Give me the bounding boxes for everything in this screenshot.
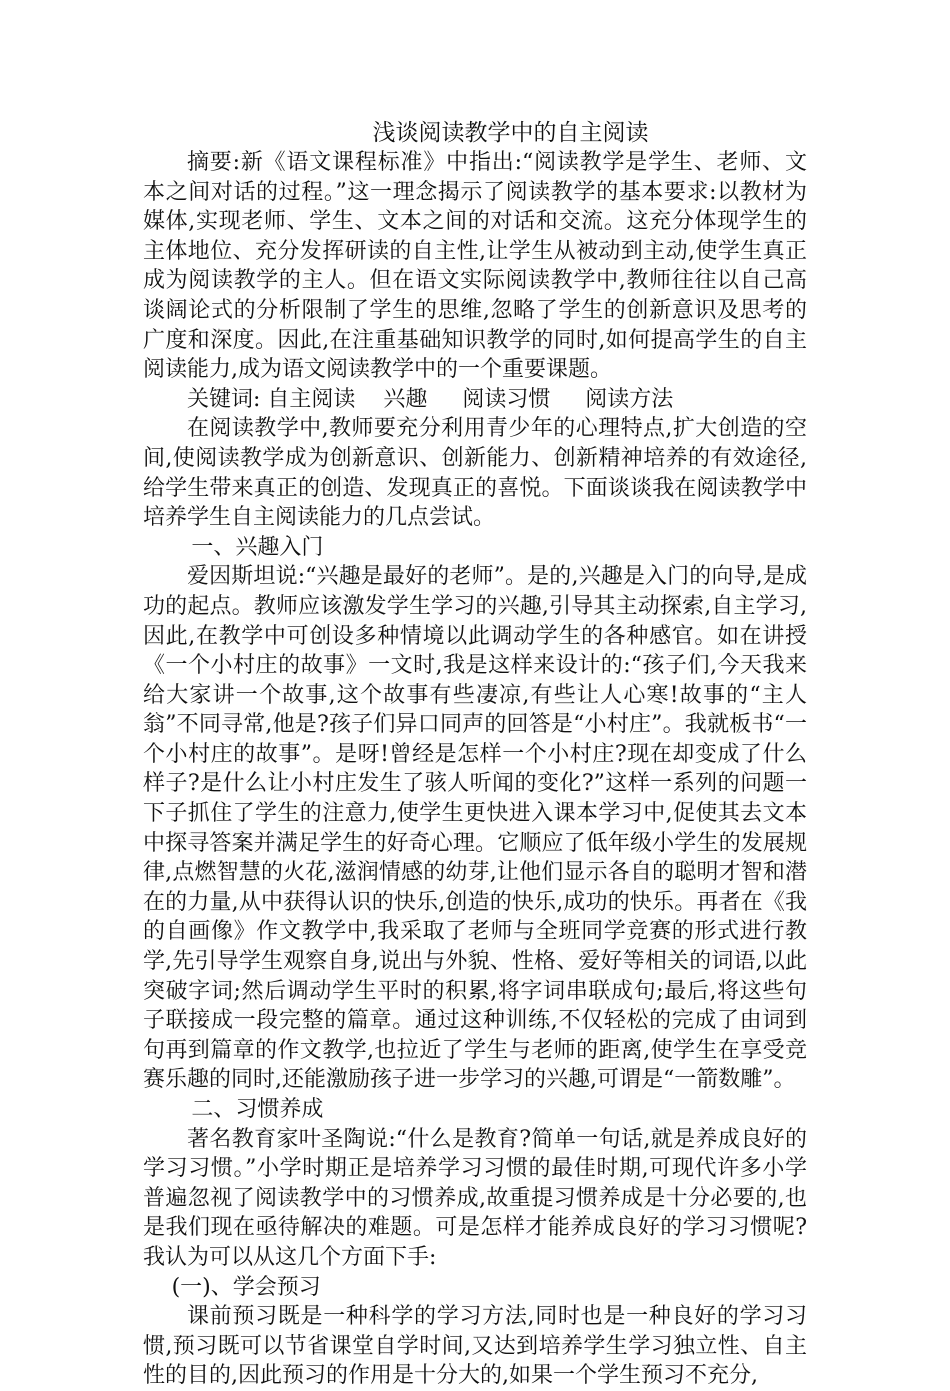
subsection-1-paragraph: 课前预习既是一种科学的学习方法,同时也是一种良好的学习习惯,预习既可以节省课堂自学时间,又达到培养学生学习独立性、自主性的目的,因此预习的作用是十分大的,如果一个学生预习不充分, [143,1304,807,1389]
subsection-1-heading: (一)、学会预习 [171,1274,321,1300]
section-2-heading: 二、习惯养成 [191,1097,324,1122]
section-1-paragraph: 爱因斯坦说:“兴趣是最好的老师”。是的,兴趣是入门的向导,是成功的起点。教师应该激发学生学习的兴趣,引导其主动探索,自主学习,因此,在教学中可创设多种情境以此调动学生的各种感官。如在讲授《一个小村庄的故事》一文时,我是这样来设计的:“孩子们,今天我来给大家讲一个故事,这个故事有些凄凉,有些让人心寒!故事的“主人翁”不同寻常,他是?孩子们异口同声的回答是“小村庄”。我就板书“一个小村庄的故事”。是呀!曾经是怎样一个小村庄?现在却变成了什么样子?是什么让小村庄发生了骇人听闻的变化?”这样一系列的问题一下子抓住了学生的注意力,使学生更快进入课本学习中,促使其去文本中探寻答案并满足学生的好奇心理。它顺应了低年级小学生的发展规律,点燃智慧的火花,滋润情感的幼芽,让他们显示各自的聪明才智和潜在的力量,从中获得认识的快乐,创造的快乐,成功的快乐。再者在《我的自画像》作文教学中,我采取了老师与全班同学竞赛的形式进行教学,先引导学生观察自身,说出与外貌、性格、爱好等相关的词语,以此突破字词;然后调动学生平时的积累,将字词串联成句;最后,将这些句子联接成一段完整的篇章。通过这种训练,不仅轻松的完成了由词到句再到篇章的作文教学,也拉近了学生与老师的距离,使学生在享受竞赛乐趣的同时,还能激励孩子进一步学习的兴趣,可谓是“一箭数雕”。 [143,564,807,1093]
abstract-paragraph: 摘要:新《语文课程标准》中指出:“阅读教学是学生、老师、文本之间对话的过程。”这一理念揭示了阅读教学的基本要求:以教材为媒体,实现老师、学生、文本之间的对话和交流。这充分体现学生的主体地位、充分发挥研读的自主性,让学生从被动到主动,使学生真正成为阅读教学的主人。但在语文实际阅读教学中,教师往往以自己高谈阔论式的分析限制了学生的思维,忽略了学生的创新意识及思考的广度和深度。因此,在注重基础知识教学的同时,如何提高学生的自主阅读能力,成为语文阅读教学中的一个重要课题。 [143,150,807,383]
intro-paragraph: 在阅读教学中,教师要充分利用青少年的心理特点,扩大创造的空间,使阅读教学成为创新意识、创新能力、创新精神培养的有效途径,给学生带来真正的创造、发现真正的喜悦。下面谈谈我在阅读教学中培养学生自主阅读能力的几点尝试。 [143,416,807,531]
document-body [143,118,807,1391]
section-1-heading: 一、兴趣入门 [191,534,324,560]
document-title: 浅谈阅读教学中的自主阅读 [372,120,649,146]
keywords-line: 关键词: 自主阅读 兴趣 阅读习惯 阅读方法 [187,386,674,412]
section-2-paragraph: 著名教育家叶圣陶说:“什么是教育?简单一句话,就是养成良好的学习习惯。”小学时期正是培养学习习惯的最佳时期,可现代许多小学普遍忽视了阅读教学中的习惯养成,故重提习惯养成是十分必要的,也是我们现在亟待解决的难题。可是怎样才能养成良好的学习习惯呢?我认为可以从这几个方面下手: [143,1126,807,1270]
